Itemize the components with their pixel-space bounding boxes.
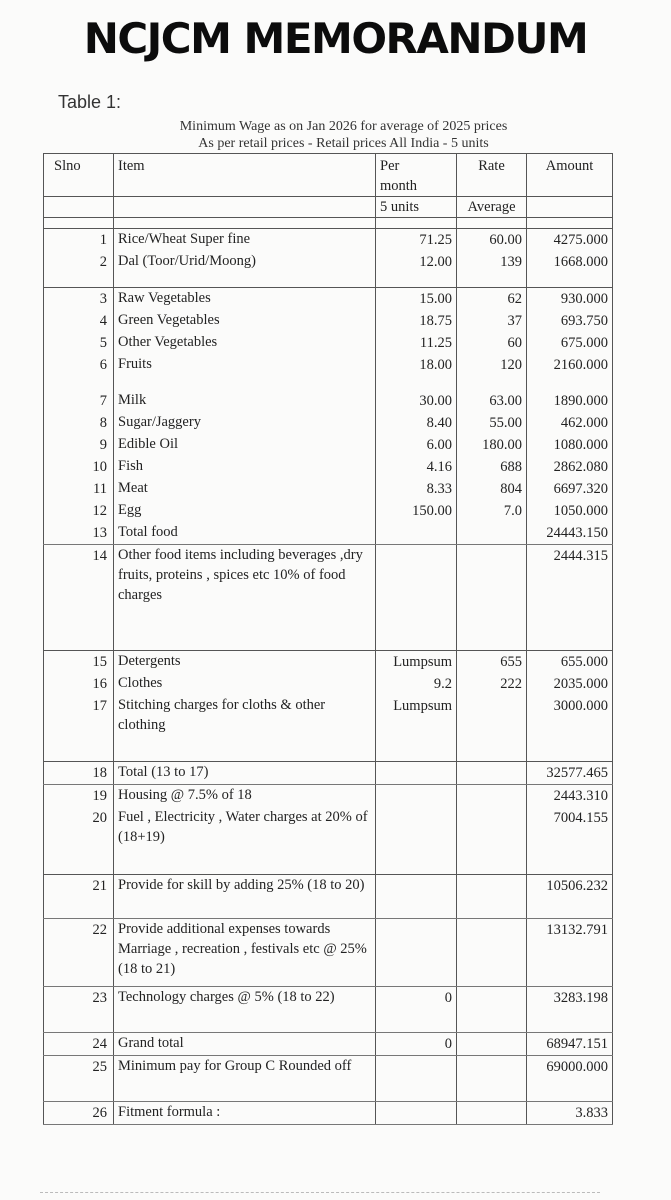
row-rate <box>457 875 527 919</box>
table-subtitle-1: Minimum Wage as on Jan 2026 for average of 2025 prices <box>179 119 508 134</box>
row-quantity <box>376 522 457 545</box>
table-row <box>44 478 613 500</box>
row-item: Technology charges @ 5% (18 to 22) <box>114 987 376 1033</box>
table-row <box>44 390 613 412</box>
row-item: Grand total <box>114 1033 376 1056</box>
row-quantity: 8.33 <box>376 478 457 500</box>
header-item: Item <box>114 154 376 197</box>
header-amount: Amount <box>527 154 613 197</box>
row-rate: 60 <box>457 332 527 354</box>
table-row <box>44 354 613 376</box>
table-row <box>44 500 613 522</box>
row-item: Meat <box>114 478 376 500</box>
table-row <box>44 229 613 252</box>
row-slno: 18 <box>44 761 114 784</box>
row-slno: 21 <box>44 875 114 919</box>
row-quantity: Lumpsum <box>376 651 457 674</box>
row-amount: 675.000 <box>527 332 613 354</box>
row-quantity: Lumpsum <box>376 695 457 739</box>
row-slno: 17 <box>44 695 114 739</box>
spacer-row <box>44 739 613 761</box>
table-row <box>44 434 613 456</box>
table-subheader-row <box>44 197 613 218</box>
row-slno: 25 <box>44 1056 114 1102</box>
row-slno: 20 <box>44 807 114 853</box>
row-slno: 6 <box>44 354 114 376</box>
row-amount: 69000.000 <box>527 1056 613 1102</box>
row-amount: 1668.000 <box>527 251 613 273</box>
row-slno: 14 <box>44 545 114 629</box>
row-slno: 12 <box>44 500 114 522</box>
row-amount: 2443.310 <box>527 784 613 807</box>
row-amount: 930.000 <box>527 288 613 311</box>
row-item: Provide for skill by adding 25% (18 to 20) <box>114 875 376 919</box>
row-quantity: 30.00 <box>376 390 457 412</box>
table-row <box>44 412 613 434</box>
row-item: Dal (Toor/Urid/Moong) <box>114 251 376 273</box>
table-row <box>44 919 613 987</box>
row-amount: 13132.791 <box>527 919 613 987</box>
row-rate: 804 <box>457 478 527 500</box>
table-row <box>44 288 613 311</box>
row-item: Total (13 to 17) <box>114 761 376 784</box>
row-rate: 37 <box>457 310 527 332</box>
row-rate <box>457 987 527 1033</box>
row-slno: 22 <box>44 919 114 987</box>
row-amount: 693.750 <box>527 310 613 332</box>
row-quantity: 8.40 <box>376 412 457 434</box>
row-slno: 9 <box>44 434 114 456</box>
minimum-wage-table <box>43 153 613 1125</box>
row-item: Fruits <box>114 354 376 376</box>
table-row <box>44 761 613 784</box>
table-row <box>44 1056 613 1102</box>
table-row <box>44 987 613 1033</box>
page-edge-divider <box>40 1192 600 1194</box>
table-row <box>44 545 613 629</box>
row-slno: 19 <box>44 784 114 807</box>
row-rate <box>457 522 527 545</box>
header-average: Average <box>457 197 527 218</box>
row-slno: 16 <box>44 673 114 695</box>
row-item: Housing @ 7.5% of 18 <box>114 784 376 807</box>
row-amount: 2160.000 <box>527 354 613 376</box>
row-rate <box>457 784 527 807</box>
row-amount: 1080.000 <box>527 434 613 456</box>
row-quantity: 11.25 <box>376 332 457 354</box>
row-item: Detergents <box>114 651 376 674</box>
row-quantity <box>376 919 457 987</box>
row-item: Fish <box>114 456 376 478</box>
row-rate: 655 <box>457 651 527 674</box>
row-quantity <box>376 784 457 807</box>
row-amount: 2862.080 <box>527 456 613 478</box>
header-units: 5 units <box>376 197 457 218</box>
row-slno: 10 <box>44 456 114 478</box>
row-rate <box>457 545 527 629</box>
row-rate: 222 <box>457 673 527 695</box>
row-item: Green Vegetables <box>114 310 376 332</box>
table-label: Table 1: <box>58 92 122 112</box>
header-per-month: Per month <box>376 154 457 197</box>
row-item: Fuel , Electricity , Water charges at 20% of (18+19) <box>114 807 376 853</box>
row-rate: 120 <box>457 354 527 376</box>
row-quantity: 0 <box>376 1033 457 1056</box>
row-quantity <box>376 1056 457 1102</box>
row-quantity: 18.75 <box>376 310 457 332</box>
row-item: Egg <box>114 500 376 522</box>
row-quantity <box>376 807 457 853</box>
header-rate: Rate <box>457 154 527 197</box>
row-slno: 23 <box>44 987 114 1033</box>
row-amount: 462.000 <box>527 412 613 434</box>
row-item: Total food <box>114 522 376 545</box>
row-slno: 24 <box>44 1033 114 1056</box>
table-row <box>44 332 613 354</box>
row-rate <box>457 761 527 784</box>
row-item: Edible Oil <box>114 434 376 456</box>
row-amount: 2035.000 <box>527 673 613 695</box>
table-row <box>44 522 613 545</box>
row-amount: 3.833 <box>527 1102 613 1125</box>
table-row <box>44 875 613 919</box>
spacer-row <box>44 376 613 390</box>
row-rate: 55.00 <box>457 412 527 434</box>
table-row <box>44 651 613 674</box>
row-item: Rice/Wheat Super fine <box>114 229 376 252</box>
row-rate: 63.00 <box>457 390 527 412</box>
row-item: Raw Vegetables <box>114 288 376 311</box>
header-slno: Slno <box>44 154 114 197</box>
table-row <box>44 251 613 273</box>
row-item: Minimum pay for Group C Rounded off <box>114 1056 376 1102</box>
row-quantity <box>376 761 457 784</box>
row-slno: 3 <box>44 288 114 311</box>
table-row <box>44 310 613 332</box>
spacer-row <box>44 273 613 288</box>
row-rate: 688 <box>457 456 527 478</box>
row-quantity <box>376 1102 457 1125</box>
row-amount: 68947.151 <box>527 1033 613 1056</box>
row-quantity: 150.00 <box>376 500 457 522</box>
row-quantity: 18.00 <box>376 354 457 376</box>
row-amount: 1890.000 <box>527 390 613 412</box>
row-quantity <box>376 545 457 629</box>
row-amount: 6697.320 <box>527 478 613 500</box>
row-quantity: 71.25 <box>376 229 457 252</box>
row-item: Fitment formula : <box>114 1102 376 1125</box>
row-rate: 180.00 <box>457 434 527 456</box>
row-amount: 4275.000 <box>527 229 613 252</box>
row-quantity: 6.00 <box>376 434 457 456</box>
row-rate <box>457 1056 527 1102</box>
row-rate <box>457 1102 527 1125</box>
row-amount: 7004.155 <box>527 807 613 853</box>
row-rate <box>457 807 527 853</box>
spacer-row <box>44 629 613 651</box>
row-quantity: 9.2 <box>376 673 457 695</box>
row-slno: 26 <box>44 1102 114 1125</box>
spacer-row <box>44 853 613 875</box>
row-rate: 60.00 <box>457 229 527 252</box>
row-quantity: 4.16 <box>376 456 457 478</box>
table-row <box>44 784 613 807</box>
row-slno: 5 <box>44 332 114 354</box>
row-item: Other food items including beverages ,dry fruits, proteins , spices etc 10% of food charges <box>114 545 376 629</box>
row-rate <box>457 1033 527 1056</box>
separator-row <box>44 218 613 229</box>
row-item: Clothes <box>114 673 376 695</box>
row-slno: 7 <box>44 390 114 412</box>
row-slno: 13 <box>44 522 114 545</box>
row-amount: 2444.315 <box>527 545 613 629</box>
table-row <box>44 1033 613 1056</box>
row-quantity <box>376 875 457 919</box>
row-amount: 655.000 <box>527 651 613 674</box>
row-slno: 15 <box>44 651 114 674</box>
table-row <box>44 807 613 853</box>
row-slno: 11 <box>44 478 114 500</box>
row-quantity: 0 <box>376 987 457 1033</box>
row-slno: 4 <box>44 310 114 332</box>
row-rate: 62 <box>457 288 527 311</box>
row-quantity: 12.00 <box>376 251 457 273</box>
row-amount: 3000.000 <box>527 695 613 739</box>
table-subtitle-2: As per retail prices - Retail prices All India - 5 units <box>198 136 489 151</box>
row-item: Provide additional expenses towards Marriage , recreation , festivals etc @ 25% (18 to 21) <box>114 919 376 987</box>
table-row <box>44 1102 613 1125</box>
row-item: Other Vegetables <box>114 332 376 354</box>
row-rate <box>457 695 527 739</box>
row-rate: 7.0 <box>457 500 527 522</box>
page-title: NCJCM MEMORANDUM <box>83 14 588 63</box>
row-item: Sugar/Jaggery <box>114 412 376 434</box>
table-row <box>44 695 613 739</box>
row-quantity: 15.00 <box>376 288 457 311</box>
row-amount: 32577.465 <box>527 761 613 784</box>
row-slno: 2 <box>44 251 114 273</box>
row-rate <box>457 919 527 987</box>
table-row <box>44 673 613 695</box>
row-item: Milk <box>114 390 376 412</box>
row-slno: 1 <box>44 229 114 252</box>
table-row <box>44 456 613 478</box>
row-item: Stitching charges for cloths & other clothing <box>114 695 376 739</box>
row-amount: 24443.150 <box>527 522 613 545</box>
row-amount: 3283.198 <box>527 987 613 1033</box>
row-amount: 10506.232 <box>527 875 613 919</box>
table-header-row <box>44 154 613 197</box>
row-slno: 8 <box>44 412 114 434</box>
row-rate: 139 <box>457 251 527 273</box>
row-amount: 1050.000 <box>527 500 613 522</box>
